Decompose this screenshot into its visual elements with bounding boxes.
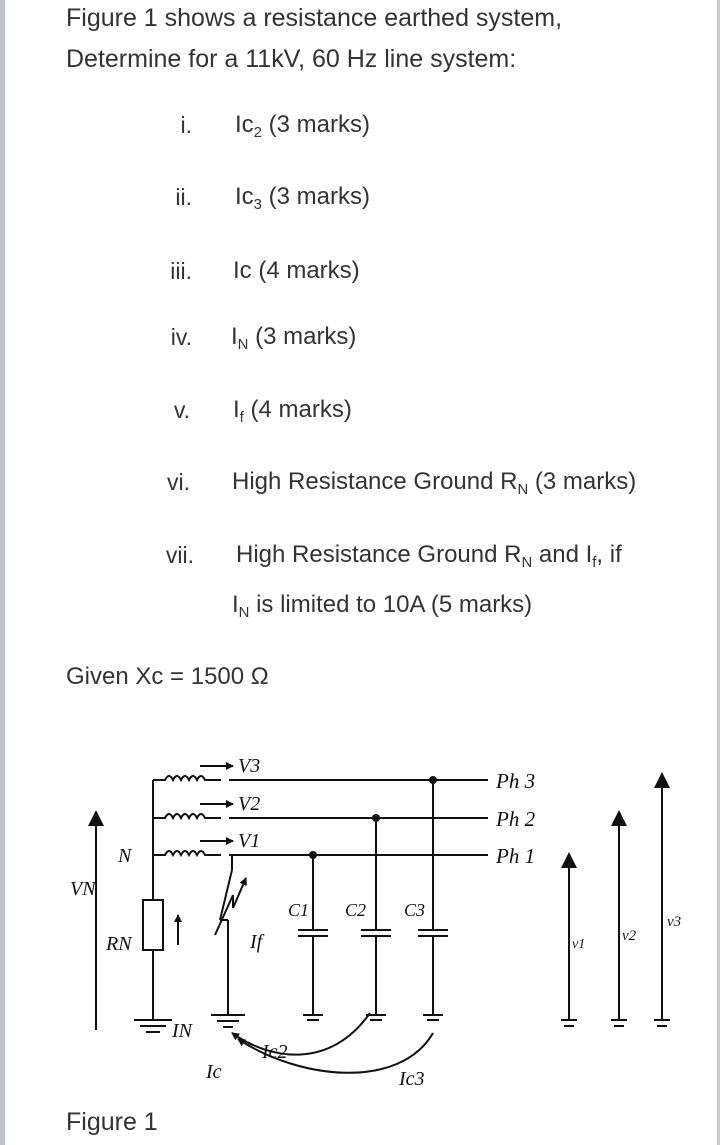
item-number: v. xyxy=(173,397,190,423)
list-item: Ic (4 marks) xyxy=(233,257,360,284)
label-ic: Ic xyxy=(206,1061,222,1083)
given-value: Given Xc = 1500 Ω xyxy=(66,663,269,690)
label-n: N xyxy=(118,845,132,867)
list-item: High Resistance Ground $R_N$ (3 marks) xyxy=(232,468,637,499)
circuit-diagram xyxy=(0,730,720,1130)
item-number: iii. xyxy=(170,258,192,284)
figure-caption: Figure 1 xyxy=(66,1108,158,1136)
item-number: ii. xyxy=(175,184,192,210)
label-c1: C1 xyxy=(288,900,310,920)
label-c3: C3 xyxy=(404,900,426,920)
item-number: vi. xyxy=(167,469,190,495)
label-ic2: Ic2 xyxy=(262,1041,288,1063)
label-vn: VN xyxy=(70,878,96,900)
label-v3-right: v3 xyxy=(667,914,682,930)
list-item-continued: $I_N$ is limited to 10A (5 marks) xyxy=(232,591,533,622)
label-ph3: Ph 3 xyxy=(496,769,536,793)
label-rn: RN xyxy=(106,933,132,955)
label-v1: V1 xyxy=(238,830,261,852)
item-number: iv. xyxy=(170,324,192,350)
label-v3: V3 xyxy=(238,755,261,777)
item-number: i. xyxy=(180,112,192,138)
winding-1 xyxy=(153,851,221,855)
question-line-1: Figure 1 shows a resistance earthed system, xyxy=(66,4,563,32)
list-item: $I_f$ (4 marks) xyxy=(233,396,352,427)
label-c2: C2 xyxy=(345,900,367,920)
list-item: $Ic_2$ (3 marks) xyxy=(235,111,370,142)
winding-2 xyxy=(153,814,221,818)
label-in: IN xyxy=(172,1020,192,1042)
label-v2: V2 xyxy=(238,793,261,815)
label-ph1: Ph 1 xyxy=(496,844,536,868)
label-if: If xyxy=(250,931,263,953)
label-ph2: Ph 2 xyxy=(496,807,536,831)
question-line-2: Determine for a 11kV, 60 Hz line system: xyxy=(66,45,517,73)
winding-3 xyxy=(153,776,221,780)
label-v2-right: v2 xyxy=(622,928,637,944)
list-item: High Resistance Ground $R_N$ and $I_f$, if xyxy=(236,541,622,572)
label-v1-right: v1 xyxy=(572,937,586,952)
item-number: vii. xyxy=(165,542,194,568)
list-item: $Ic_3$ (3 marks) xyxy=(235,183,370,214)
list-item: $I_N$ (3 marks) xyxy=(231,323,357,354)
label-ic3: Ic3 xyxy=(399,1068,425,1090)
